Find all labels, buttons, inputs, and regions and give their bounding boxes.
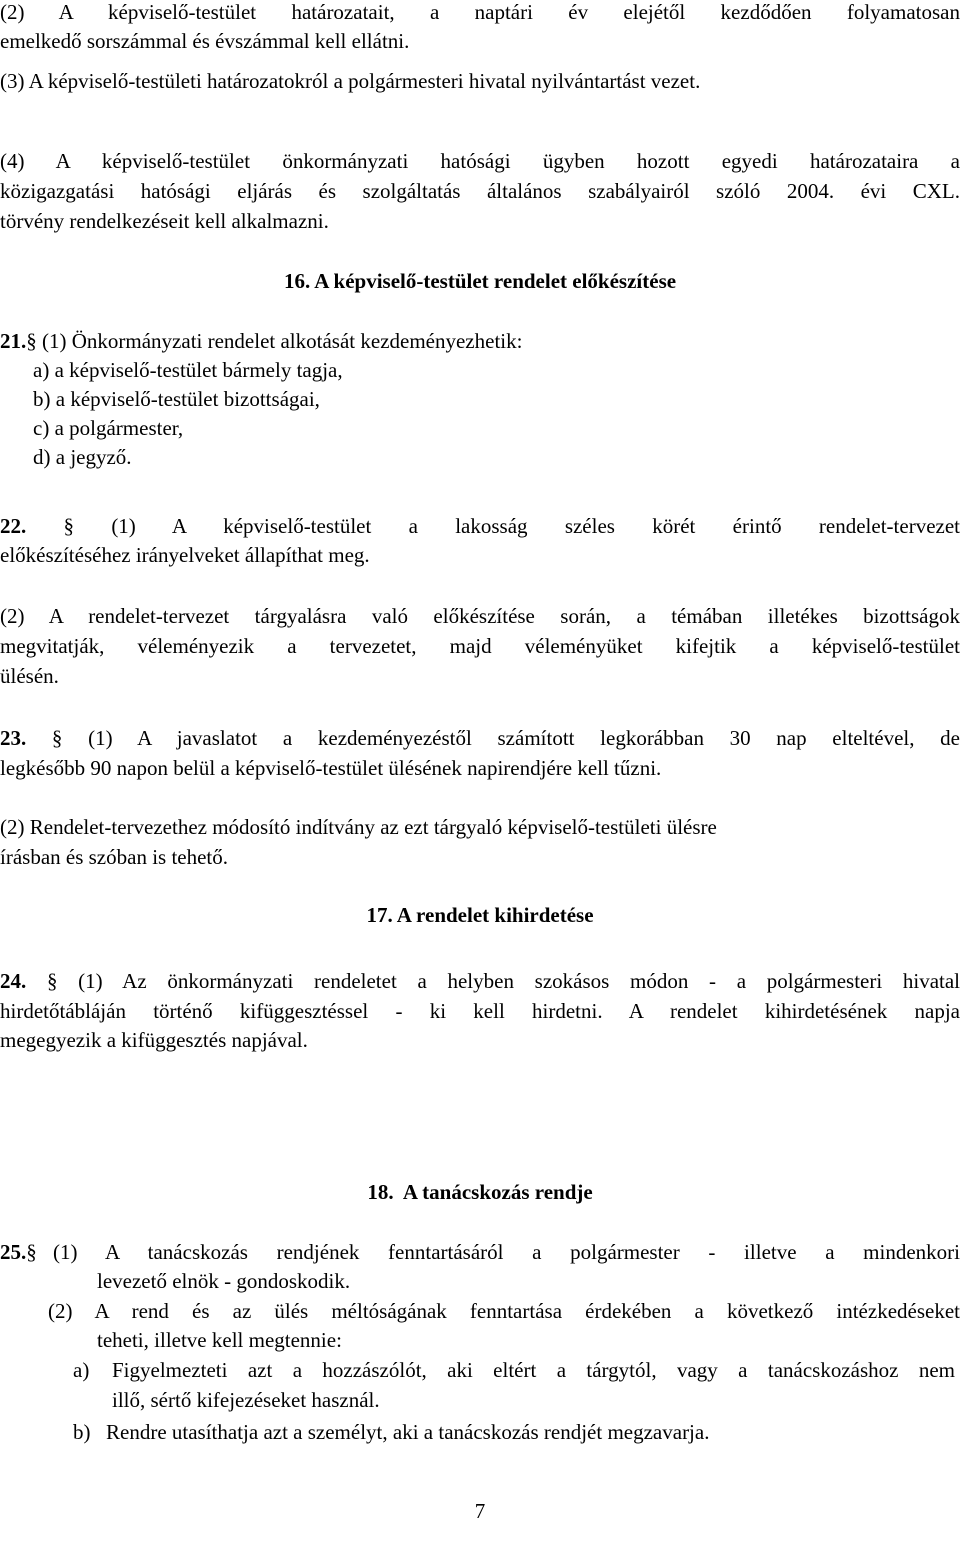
section-23-sign: § [51, 726, 63, 750]
heading-18: 18. A tanácskozás rendje [367, 1180, 593, 1204]
section-22-number: 22. [0, 514, 27, 538]
section-24-line1 [0, 967, 960, 996]
section-24-sign: § [46, 969, 58, 993]
para-15-4-line1: (4) A képviselő-testület önkormányzati hatósági ügyben hozott egyedi határozataira a [0, 149, 960, 173]
section-21-number: 21. [0, 329, 27, 353]
section-21-header [0, 327, 522, 356]
section-25-p1-line2: levezető elnök - gondoskodik. [97, 1269, 351, 1293]
para-15-2-line1: (2) A képviselő-testület határozatait, a naptári év elejétől kezdődően folyamatosan [0, 0, 960, 24]
section-25-number: 25. [0, 1240, 27, 1264]
section-21-item-a: a) a képviselő-testület bármely tagja, [33, 358, 343, 382]
section-24-text: (1) Az önkormányzati rendeletet a helyben szokásos módon - a polgármesteri hivatal [78, 969, 960, 993]
section-25-item-a-label: a) [73, 1358, 90, 1382]
section-22-p2-line3: ülésén. [0, 664, 59, 688]
para-15-4-line3: törvény rendelkezéseit kell alkalmazni. [0, 209, 329, 233]
section-21-sign: § [26, 329, 37, 353]
section-23-p1-line1 [0, 724, 960, 753]
section-25-p2-line2: teheti, illetve kell megtennie: [97, 1328, 342, 1352]
section-23-p1-text: (1) A javaslatot a kezdeményezéstől számított legkorábban 30 nap elteltével, de [88, 726, 960, 750]
section-22-p1-line2: előkészítéséhez irányelveket állapíthat meg. [0, 543, 370, 567]
section-22-sign: § [63, 514, 75, 538]
section-22-p1-line1 [0, 512, 960, 541]
para-15-3: (3) A képviselő-testületi határozatokról a polgármesteri hivatal nyilvántartást vezet. [0, 69, 701, 93]
section-24-line2: hirdetőtábláján történő kifüggesztéssel - ki kell hirdetni. A rendelet kihirdetésének napja [0, 999, 960, 1023]
section-25-sign: § [26, 1240, 37, 1264]
section-25-p1-text: (1) A tanácskozás rendjének fenntartásáról a polgármester - illetve a mindenkori [53, 1240, 960, 1264]
para-15-2-line2: emelkedő sorszámmal és évszámmal kell ellátni. [0, 29, 410, 53]
section-21-item-d: d) a jegyző. [33, 445, 132, 469]
section-25-p2-line1: (2) A rend és az ülés méltóságának fenntartása érdekében a következő intézkedéseket [48, 1299, 960, 1323]
section-23-number: 23. [0, 726, 27, 750]
section-23-p2-line2: írásban és szóban is tehető. [0, 845, 229, 869]
para-15-4-line2: közigazgatási hatósági eljárás és szolgáltatás általános szabályairól szóló 2004. évi CXL. [0, 179, 960, 203]
section-21-item-c: c) a polgármester, [33, 416, 184, 440]
section-22-p1-text: (1) A képviselő-testület a lakosság széles körét érintő rendelet-tervezet [111, 514, 960, 538]
heading-17: 17. A rendelet kihirdetése [366, 903, 594, 927]
section-24-number: 24. [0, 969, 27, 993]
section-25-item-b-line1: Rendre utasíthatja azt a személyt, aki a tanácskozás rendjét megzavarja. [106, 1420, 710, 1444]
section-25-item-a-line1: Figyelmezteti azt a hozzászólót, aki eltért a tárgytól, vagy a tanácskozáshoz nem [112, 1358, 955, 1382]
section-21-item-b: b) a képviselő-testület bizottságai, [33, 387, 320, 411]
section-25-item-b-label: b) [73, 1420, 91, 1444]
section-24-line3: megegyezik a kifüggesztés napjával. [0, 1028, 308, 1052]
section-22-p2-line2: megvitatják, véleményezik a tervezetet, majd véleményüket kifejtik a képviselő-testület [0, 634, 960, 658]
section-23-p1-line2: legkésőbb 90 napon belül a képviselő-testület ülésének napirendjére kell tűzni. [0, 756, 662, 780]
section-23-p2-line1: (2) Rendelet-tervezethez módosító indítvány az ezt tárgyaló képviselő-testületi ülésre [0, 815, 717, 839]
heading-16: 16. A képviselő-testület rendelet előkészítése [283, 269, 677, 293]
section-21-intro: (1) Önkormányzati rendelet alkotását kezdeményezhetik: [42, 329, 523, 353]
page-number: 7 [474, 1499, 486, 1523]
section-25-item-a-line2: illő, sértő kifejezéseket használ. [112, 1388, 380, 1412]
section-22-p2-line1: (2) A rendelet-tervezet tárgyalásra való előkészítése során, a témában illetékes bizottságok [0, 604, 960, 628]
